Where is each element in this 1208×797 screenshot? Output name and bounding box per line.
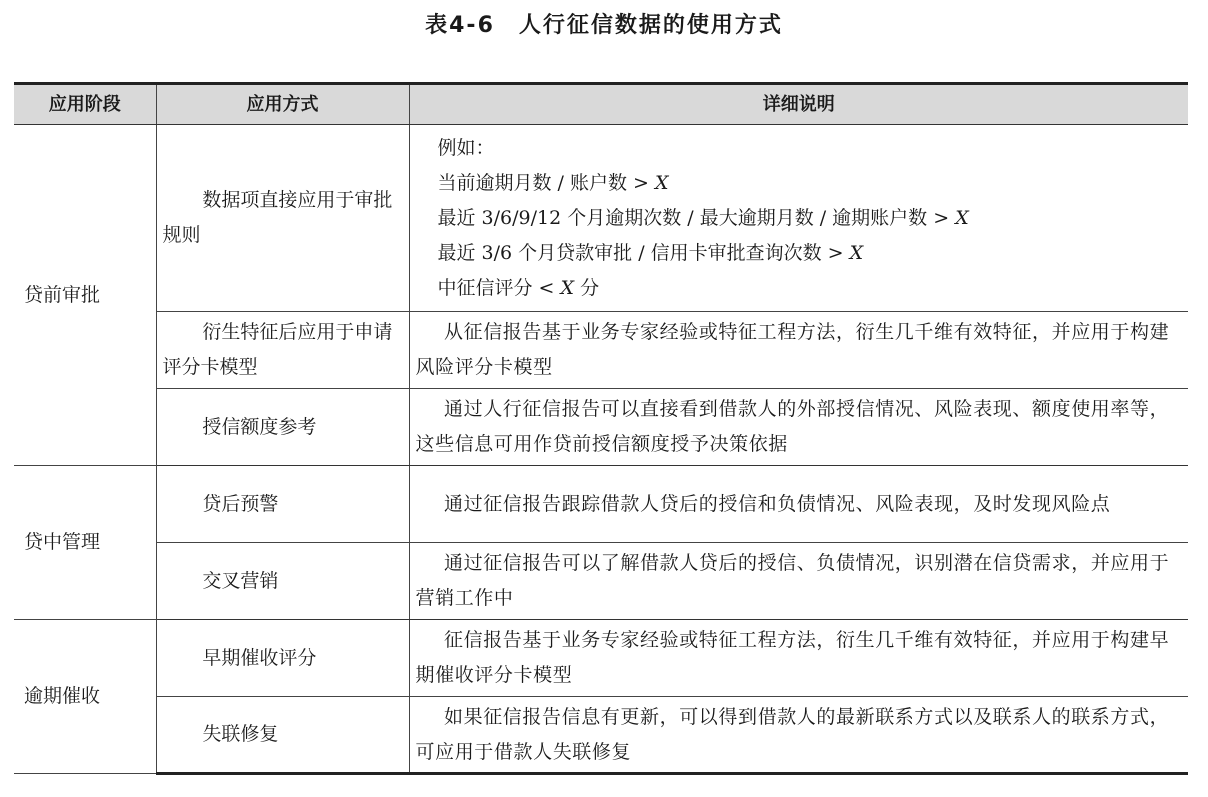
method-cell: 失联修复 <box>156 697 409 774</box>
header-method: 应用方式 <box>156 84 409 125</box>
table-title: 表4-6 人行征信数据的使用方式 <box>425 13 783 38</box>
detail-text: 征信报告基于业务专家经验或特征工程方法，衍生几千维有效特征，并应用于构建早期催收评分卡模型 <box>415 629 1170 686</box>
stage-cell: 逾期催收 <box>14 620 156 774</box>
stage-cell: 贷中管理 <box>14 466 156 620</box>
detail-cell <box>409 125 1188 312</box>
detail-text: 如果征信报告信息有更新，可以得到借款人的最新联系方式以及联系人的联系方式，可应用于借款人失联修复 <box>415 705 1170 763</box>
method-cell: 衍生特征后应用于申请评分卡模型 <box>156 312 409 389</box>
detail-cell <box>409 389 1188 466</box>
detail-cell <box>409 697 1188 774</box>
method-cell: 早期催收评分 <box>156 620 409 697</box>
table-row <box>14 543 1188 620</box>
table-header-row <box>14 84 1188 125</box>
method-cell: 授信额度参考 <box>156 389 409 466</box>
table-row <box>14 389 1188 466</box>
detail-cell <box>409 312 1188 389</box>
detail-text: 通过征信报告可以了解借款人贷后的授信、负债情况，识别潜在信贷需求，并应用于营销工作中 <box>415 552 1170 609</box>
detail-cell <box>409 620 1188 697</box>
table-row <box>14 312 1188 389</box>
method-cell: 交叉营销 <box>156 543 409 620</box>
table-row <box>14 125 1188 312</box>
table-row <box>14 620 1188 697</box>
detail-line: 当前逾期月数 / 账户数 > X <box>437 171 669 194</box>
detail-line: 中征信评分 < X 分 <box>437 276 600 299</box>
detail-cell <box>409 466 1188 543</box>
method-cell: 数据项直接应用于审批规则 <box>156 125 409 312</box>
detail-cell <box>409 543 1188 620</box>
header-detail: 详细说明 <box>409 84 1188 125</box>
detail-line: 例如： <box>437 136 495 159</box>
detail-text: 从征信报告基于业务专家经验或特征工程方法，衍生几千维有效特征，并应用于构建风险评分卡模型 <box>415 321 1170 378</box>
detail-text: 通过人行征信报告可以直接看到借款人的外部授信情况、风险表现、额度使用率等，这些信息可用作贷前授信额度授予决策依据 <box>415 398 1170 455</box>
stage-cell: 贷前审批 <box>14 125 156 466</box>
detail-line: 最近 3/6 个月贷款审批 / 信用卡审批查询次数 > X <box>437 241 864 264</box>
detail-line: 最近 3/6/9/12 个月逾期次数 / 最大逾期月数 / 逾期账户数 > X <box>437 206 969 229</box>
credit-data-usage-table <box>14 82 1188 775</box>
table-row <box>14 466 1188 543</box>
table-row <box>14 697 1188 774</box>
header-stage: 应用阶段 <box>14 84 156 125</box>
detail-text: 通过征信报告跟踪借款人贷后的授信和负债情况、风险表现，及时发现风险点 <box>444 492 1111 515</box>
method-cell: 贷后预警 <box>156 466 409 543</box>
